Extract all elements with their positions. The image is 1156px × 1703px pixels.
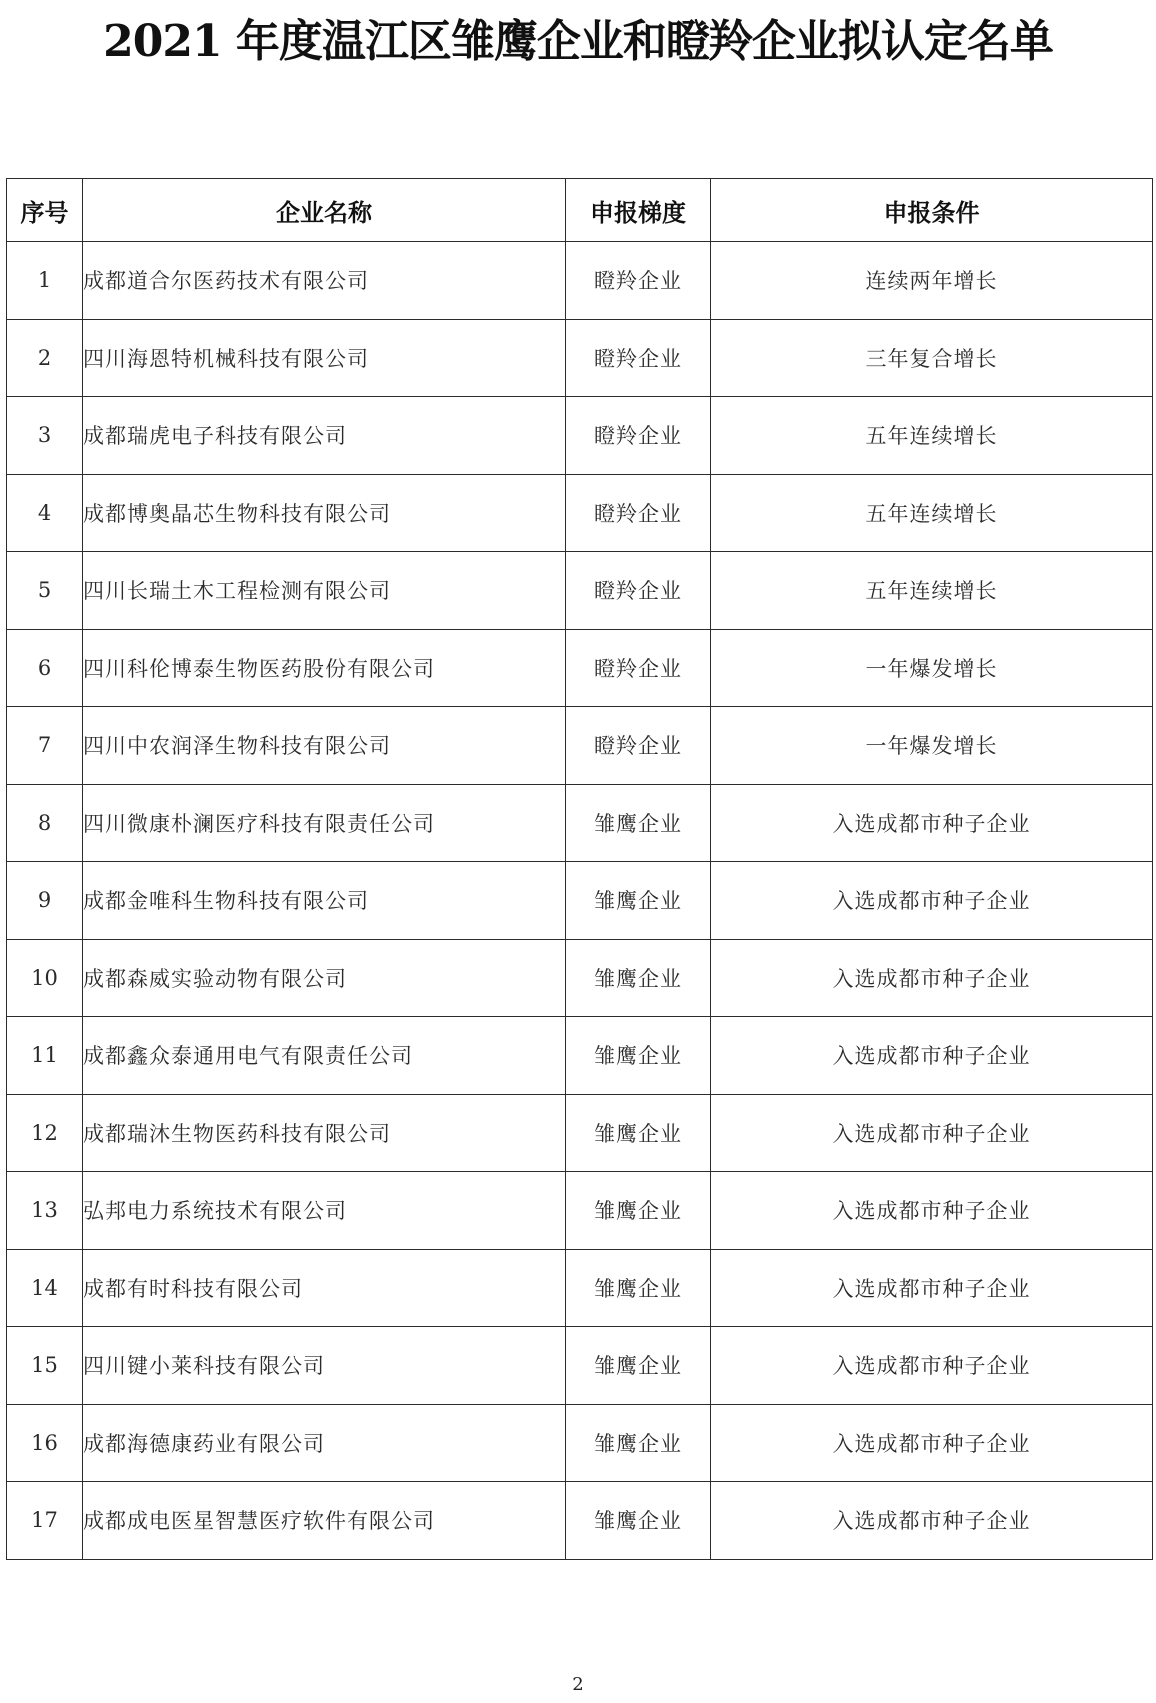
table-row: [7, 939, 1153, 1017]
enterprise-name-cell: 成都海德康药业有限公司: [83, 1404, 566, 1482]
enterprise-name-cell: 四川微康朴澜医疗科技有限责任公司: [83, 784, 566, 862]
application-condition-cell: 一年爆发增长: [711, 629, 1153, 707]
table-row: [7, 242, 1153, 320]
application-tier-cell: 雏鹰企业: [566, 1094, 711, 1172]
enterprise-name-cell: 成都鑫众泰通用电气有限责任公司: [83, 1017, 566, 1095]
table-row: [7, 397, 1153, 475]
table-row: [7, 1094, 1153, 1172]
header-application-condition: 申报条件: [711, 179, 1153, 242]
application-tier-cell: 雏鹰企业: [566, 1017, 711, 1095]
application-condition-cell: 五年连续增长: [711, 552, 1153, 630]
serial-number-cell: 13: [7, 1172, 83, 1250]
application-condition-cell: 三年复合增长: [711, 319, 1153, 397]
application-tier-cell: 瞪羚企业: [566, 319, 711, 397]
enterprise-name-cell: 成都瑞沐生物医药科技有限公司: [83, 1094, 566, 1172]
serial-number-cell: 14: [7, 1249, 83, 1327]
serial-number-cell: 15: [7, 1327, 83, 1405]
serial-number-cell: 1: [7, 242, 83, 320]
application-tier-cell: 雏鹰企业: [566, 784, 711, 862]
table-row: [7, 552, 1153, 630]
enterprise-name-cell: 四川中农润泽生物科技有限公司: [83, 707, 566, 785]
application-tier-cell: 雏鹰企业: [566, 1249, 711, 1327]
table-row: [7, 474, 1153, 552]
table-row: [7, 1017, 1153, 1095]
document-title: 2021 年度温江区雏鹰企业和瞪羚企业拟认定名单: [103, 16, 1053, 67]
application-condition-cell: 入选成都市种子企业: [711, 1404, 1153, 1482]
application-tier-cell: 雏鹰企业: [566, 862, 711, 940]
application-condition-cell: 五年连续增长: [711, 474, 1153, 552]
enterprise-name-cell: 四川键小莱科技有限公司: [83, 1327, 566, 1405]
table-row: [7, 862, 1153, 940]
enterprise-name-cell: 四川长瑞土木工程检测有限公司: [83, 552, 566, 630]
page-number: 2: [572, 1674, 584, 1695]
application-condition-cell: 入选成都市种子企业: [711, 1017, 1153, 1095]
application-tier-cell: 瞪羚企业: [566, 552, 711, 630]
application-condition-cell: 一年爆发增长: [711, 707, 1153, 785]
enterprise-name-cell: 四川科伦博泰生物医药股份有限公司: [83, 629, 566, 707]
table-row: [7, 1404, 1153, 1482]
serial-number-cell: 6: [7, 629, 83, 707]
enterprise-name-cell: 成都成电医星智慧医疗软件有限公司: [83, 1482, 566, 1560]
application-tier-cell: 瞪羚企业: [566, 629, 711, 707]
application-tier-cell: 雏鹰企业: [566, 1327, 711, 1405]
table-body: [7, 242, 1153, 1560]
table-row: [7, 629, 1153, 707]
application-tier-cell: 雏鹰企业: [566, 1404, 711, 1482]
application-condition-cell: 入选成都市种子企业: [711, 939, 1153, 1017]
enterprise-name-cell: 成都道合尔医药技术有限公司: [83, 242, 566, 320]
serial-number-cell: 7: [7, 707, 83, 785]
enterprise-name-cell: 成都森威实验动物有限公司: [83, 939, 566, 1017]
serial-number-cell: 4: [7, 474, 83, 552]
application-condition-cell: 入选成都市种子企业: [711, 862, 1153, 940]
application-tier-cell: 瞪羚企业: [566, 707, 711, 785]
application-tier-cell: 瞪羚企业: [566, 242, 711, 320]
application-tier-cell: 雏鹰企业: [566, 939, 711, 1017]
application-tier-cell: 雏鹰企业: [566, 1482, 711, 1560]
application-condition-cell: 入选成都市种子企业: [711, 1172, 1153, 1250]
enterprise-name-cell: 成都有时科技有限公司: [83, 1249, 566, 1327]
serial-number-cell: 10: [7, 939, 83, 1017]
application-condition-cell: 五年连续增长: [711, 397, 1153, 475]
serial-number-cell: 2: [7, 319, 83, 397]
header-serial-number: 序号: [7, 179, 83, 242]
application-condition-cell: 入选成都市种子企业: [711, 1327, 1153, 1405]
application-condition-cell: 入选成都市种子企业: [711, 1094, 1153, 1172]
application-condition-cell: 连续两年增长: [711, 242, 1153, 320]
table-row: [7, 1249, 1153, 1327]
enterprise-name-cell: 成都瑞虎电子科技有限公司: [83, 397, 566, 475]
table-row: [7, 1327, 1153, 1405]
application-condition-cell: 入选成都市种子企业: [711, 1482, 1153, 1560]
serial-number-cell: 11: [7, 1017, 83, 1095]
table-row: [7, 1482, 1153, 1560]
enterprise-name-cell: 四川海恩特机械科技有限公司: [83, 319, 566, 397]
application-tier-cell: 瞪羚企业: [566, 397, 711, 475]
table-row: [7, 707, 1153, 785]
table-row: [7, 784, 1153, 862]
application-tier-cell: 雏鹰企业: [566, 1172, 711, 1250]
enterprise-name-cell: 弘邦电力系统技术有限公司: [83, 1172, 566, 1250]
serial-number-cell: 9: [7, 862, 83, 940]
header-enterprise-name: 企业名称: [83, 179, 566, 242]
table-row: [7, 319, 1153, 397]
serial-number-cell: 17: [7, 1482, 83, 1560]
enterprise-name-cell: 成都金唯科生物科技有限公司: [83, 862, 566, 940]
table-row: [7, 1172, 1153, 1250]
serial-number-cell: 12: [7, 1094, 83, 1172]
enterprise-name-cell: 成都博奥晶芯生物科技有限公司: [83, 474, 566, 552]
header-application-tier: 申报梯度: [566, 179, 711, 242]
application-condition-cell: 入选成都市种子企业: [711, 784, 1153, 862]
table-header-row: [7, 179, 1153, 242]
application-tier-cell: 瞪羚企业: [566, 474, 711, 552]
serial-number-cell: 3: [7, 397, 83, 475]
serial-number-cell: 16: [7, 1404, 83, 1482]
application-condition-cell: 入选成都市种子企业: [711, 1249, 1153, 1327]
serial-number-cell: 8: [7, 784, 83, 862]
enterprise-list-table: [6, 178, 1153, 1560]
serial-number-cell: 5: [7, 552, 83, 630]
